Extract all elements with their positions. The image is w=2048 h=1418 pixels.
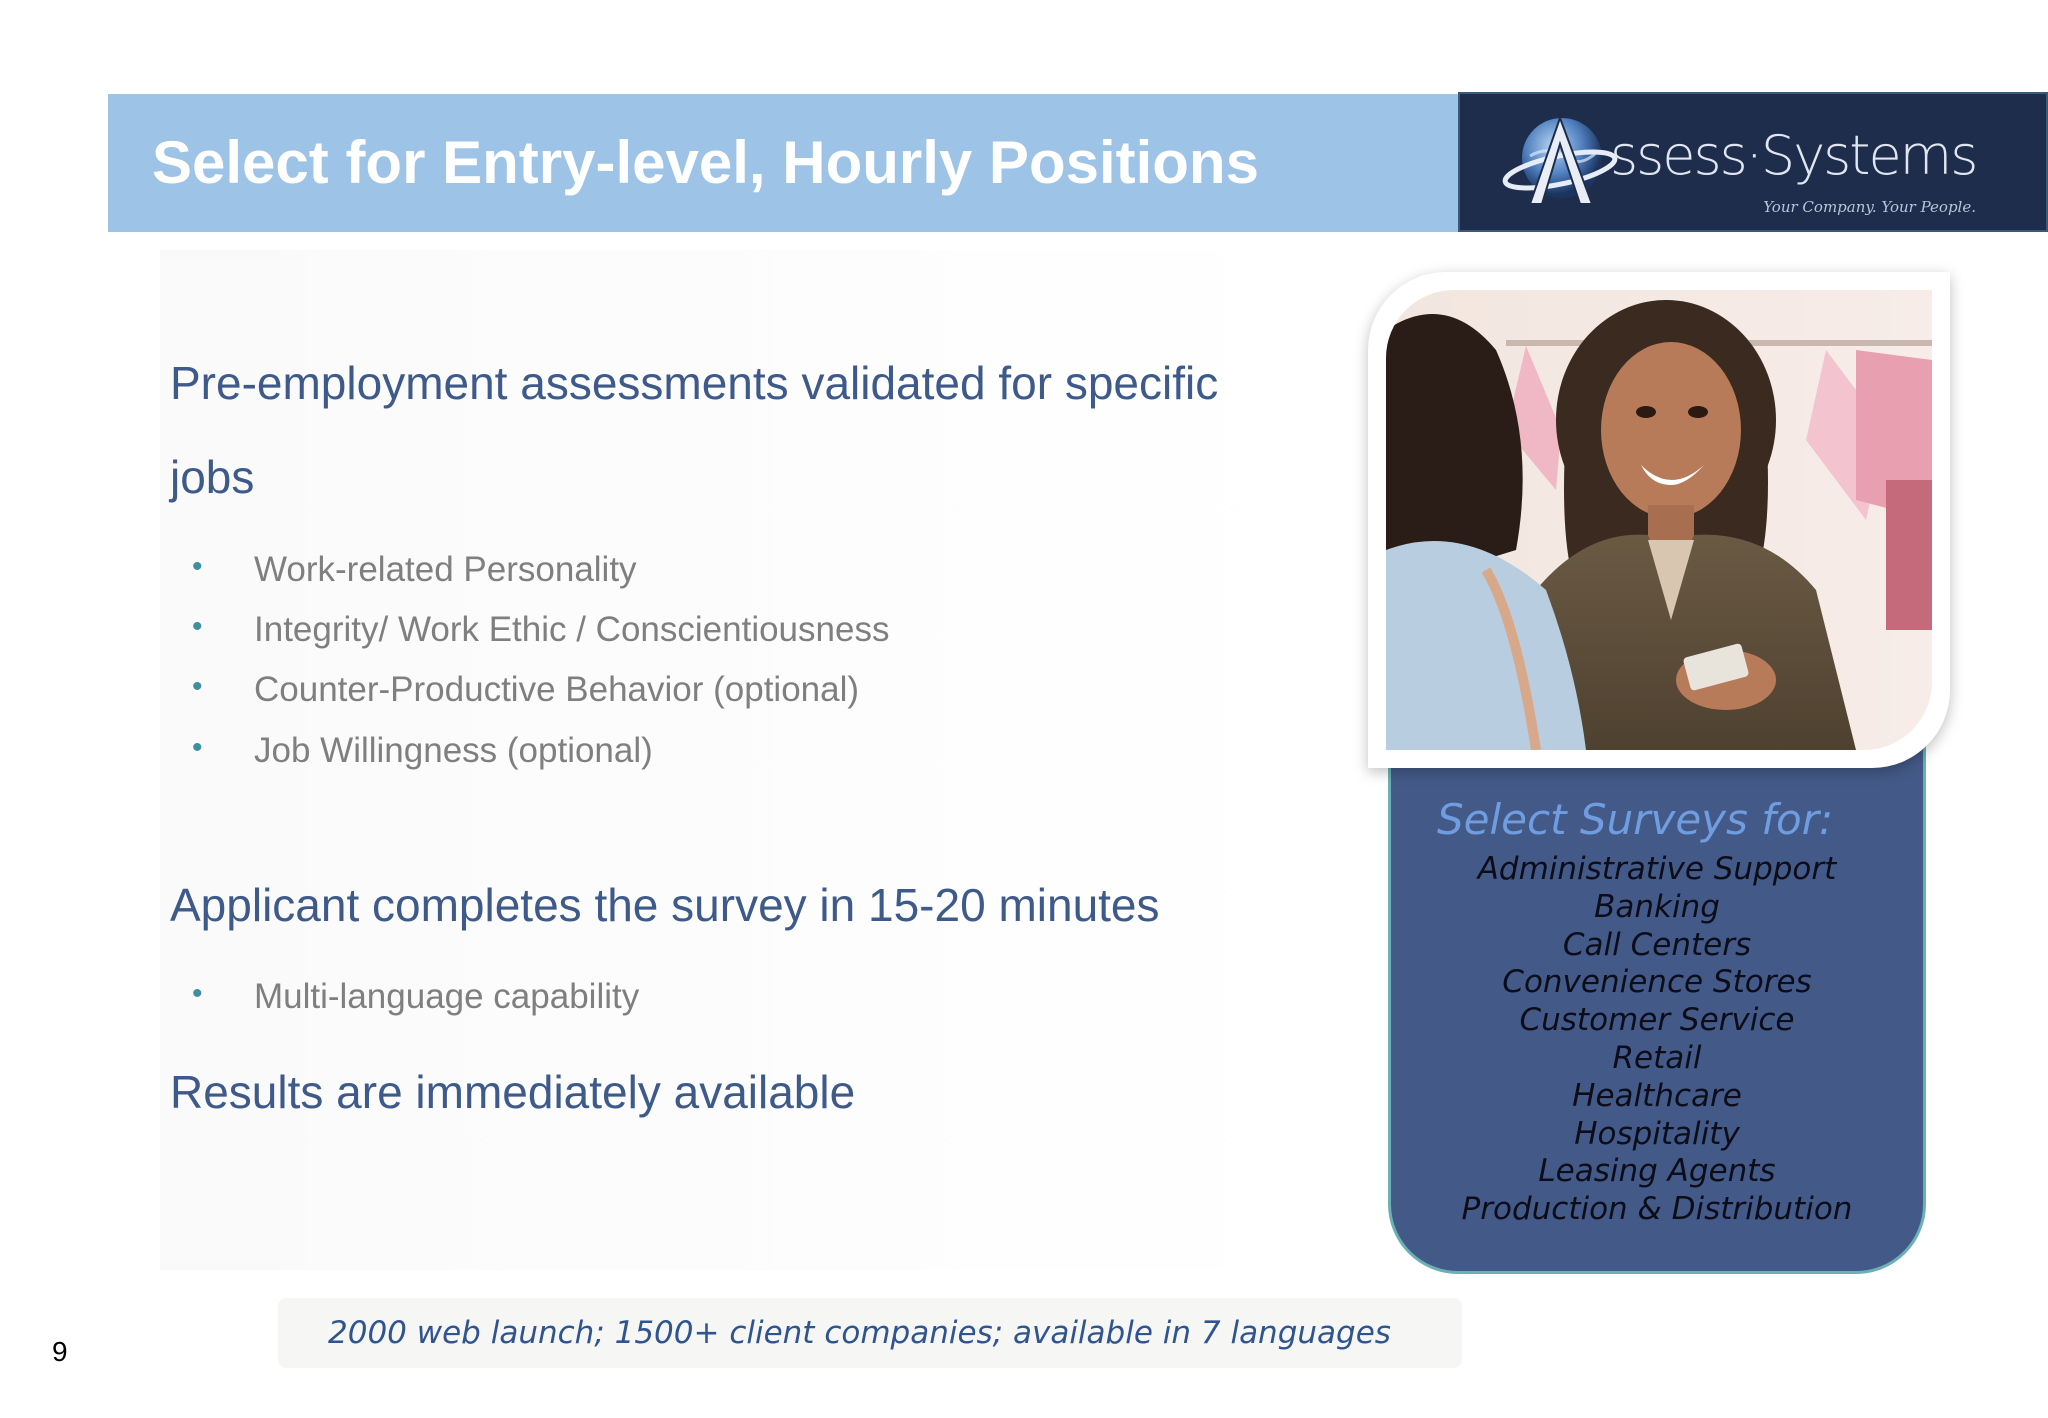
customer-service-photo	[1386, 290, 1932, 750]
list-item: Banking	[1594, 888, 1720, 925]
photo-illustration	[1386, 290, 1932, 750]
bullet-icon: •	[192, 731, 203, 764]
footer-text: 2000 web launch; 1500+ client companies; available in 7 languages	[328, 1315, 1391, 1351]
section1-heading-line2: jobs	[170, 451, 255, 503]
survey-list-panel	[1388, 740, 1926, 1274]
section2-heading: Applicant completes the survey in 15-20 minutes	[170, 879, 1160, 931]
logo-name: ssess·Systems	[1610, 124, 1977, 187]
list-item: Production & Distribution	[1461, 1191, 1853, 1228]
footer-banner	[278, 1298, 1462, 1368]
list-item: Call Centers	[1562, 926, 1752, 963]
company-logo	[1458, 92, 2048, 232]
section1-heading-line1: Pre-employment assessments validated for specific	[170, 357, 1219, 409]
list-item: Hospitality	[1574, 1115, 1740, 1152]
section3-heading: Results are immediately available	[170, 1066, 856, 1118]
bullet-icon: •	[192, 550, 203, 583]
bullet-icon: •	[192, 977, 203, 1010]
list-item: Retail	[1612, 1039, 1702, 1076]
list-item: Administrative Support	[1477, 851, 1837, 887]
page-number: 9	[52, 1336, 68, 1367]
bullet-icon: •	[192, 610, 203, 643]
photo-frame	[1368, 272, 1950, 768]
survey-list	[1391, 851, 1923, 1229]
slide-title: Select for Entry-level, Hourly Positions	[152, 129, 1259, 196]
logo-tagline: Your Company. Your People.	[1763, 198, 1976, 216]
globe-logo-icon	[1500, 104, 1620, 214]
list-item: Healthcare	[1572, 1077, 1742, 1114]
list-item: Customer Service	[1519, 1002, 1795, 1039]
bullet-icon: •	[192, 670, 203, 703]
list-item: Convenience Stores	[1502, 964, 1812, 1001]
list-item: Leasing Agents	[1538, 1153, 1776, 1190]
survey-panel-title: Select Surveys for:	[1437, 795, 1834, 844]
